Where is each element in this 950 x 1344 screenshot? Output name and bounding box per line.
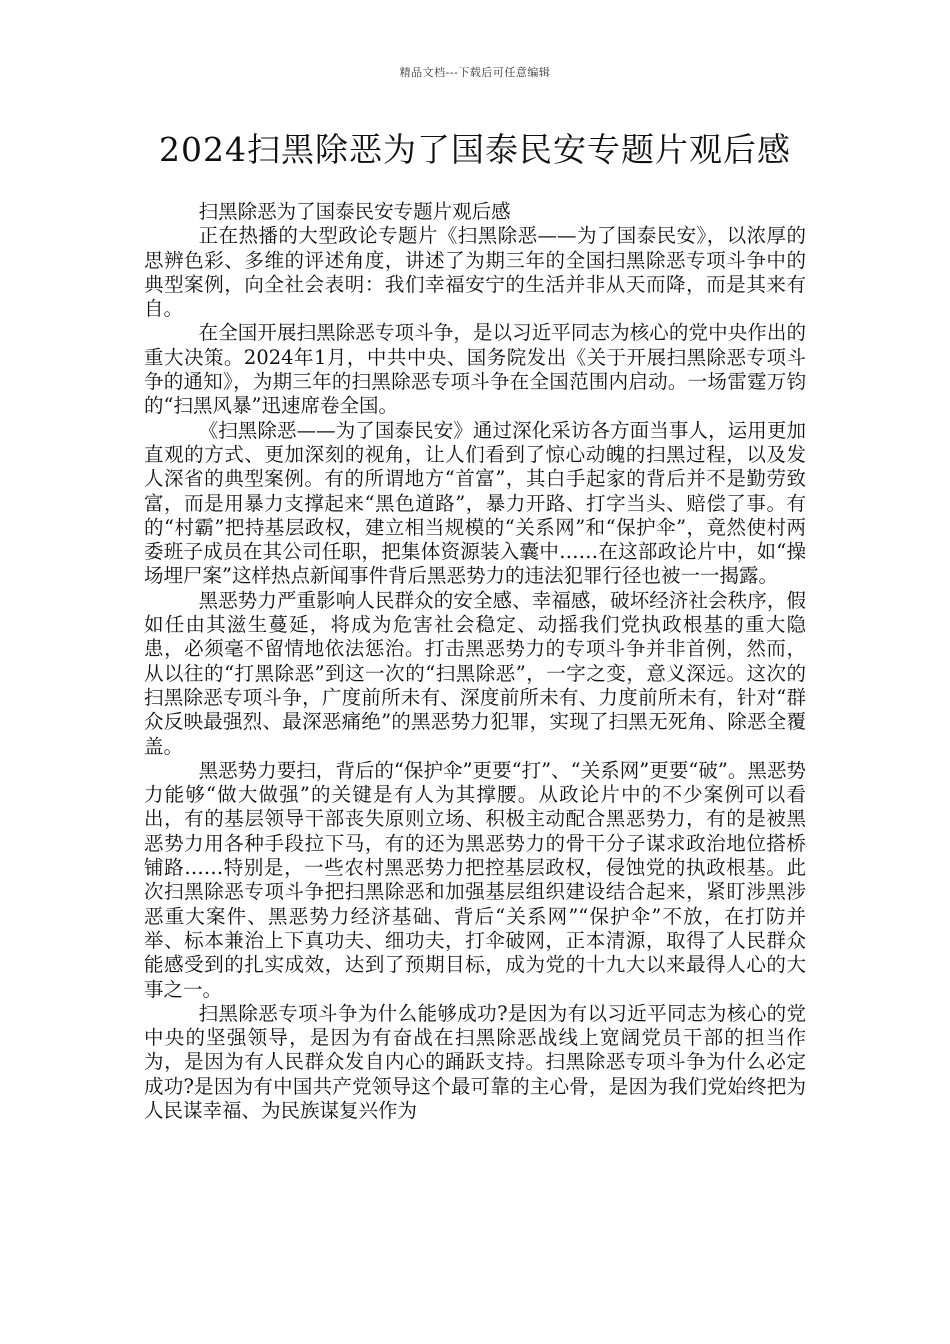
paragraph: 在全国开展扫黑除恶专项斗争，是以习近平同志为核心的党中央作出的重大决策。2024年1月，中共中央、国务院发出《关于开展扫黑除恶专项斗争的通知》，为期三年的扫黑除恶专项斗争在全国范围内启动。一场雷霆万钧的“扫黑风暴”迅速席卷全国。 <box>144 321 806 418</box>
document-title: 2024扫黑除恶为了国泰民安专题片观后感 <box>159 130 791 169</box>
page-header: 精品文档---下载后可任意编辑 <box>399 66 551 79</box>
paragraph: 黑恶势力要扫，背后的“保护伞”更要“打”、“关系网”更要“破”。黑恶势力能够“做大做强”的关键是有人为其撑腰。从政论片中的不少案例可以看出，有的基层领导干部丧失原则立场、积极主动配合黑恶势力，有的是被黑恶势力用各种手段拉下马，有的还为黑恶势力的骨干分子谋求政治地位搭桥铺路……特别是，一些农村黑恶势力把控基层政权，侵蚀党的执政根基。此次扫黑除恶专项斗争把扫黑除恶和加强基层组织建设结合起来，紧盯涉黑涉恶重大案件、黑恶势力经济基础、背后“关系网”“保护伞”不放，在打防并举、标本兼治上下真功夫、细功夫，打伞破网，正本清源，取得了人民群众能感受到的扎实成效，达到了预期目标，成为党的十九大以来最得人心的大事之一。 <box>144 758 806 1001</box>
paragraph: 扫黑除恶专项斗争为什么能够成功?是因为有以习近平同志为核心的党中央的坚强领导，是因为有奋战在扫黑除恶战线上宽阔党员干部的担当作为，是因为有人民群众发自内心的踊跃支持。扫黑除恶专项斗争为什么必定成功?是因为有中国共产党领导这个最可靠的主心骨，是因为我们党始终把为人民谋幸福、为民族谋复兴作为 <box>144 1001 806 1122</box>
paragraph: 正在热播的大型政论专题片《扫黑除恶——为了国泰民安》，以浓厚的思辨色彩、多维的评述角度，讲述了为期三年的全国扫黑除恶专项斗争中的典型案例，向全社会表明：我们幸福安宁的生活并非从天而降，而是其来有自。 <box>144 224 806 321</box>
paragraph: 黑恶势力严重影响人民群众的安全感、幸福感，破坏经济社会秩序，假如任由其滋生蔓延，将成为危害社会稳定、动摇我们党执政根基的重大隐患，必须毫不留情地依法惩治。打击黑恶势力的专项斗争并非首例，然而，从以往的“打黑除恶”到这一次的“扫黑除恶”，一字之变，意义深远。这次的扫黑除恶专项斗争，广度前所未有、深度前所未有、力度前所未有，针对“群众反映最强烈、最深恶痛绝”的黑恶势力犯罪，实现了扫黑无死角、除恶全覆盖。 <box>144 588 806 758</box>
document-body <box>144 200 806 1123</box>
paragraph: 《扫黑除恶——为了国泰民安》通过深化采访各方面当事人，运用更加直观的方式、更加深刻的视角，让人们看到了惊心动魄的扫黑过程，以及发人深省的典型案例。有的所谓地方“首富”，其白手起家的背后并不是勤劳致富，而是用暴力支撑起来“黑色道路”，暴力开路、打字当头、赔偿了事。有的“村霸”把持基层政权，建立相当规模的“关系网”和“保护伞”，竟然使村两委班子成员在其公司任职，把集体资源装入囊中……在这部政论片中，如“操场埋尸案”这样热点新闻事件背后黑恶势力的违法犯罪行径也被一一揭露。 <box>144 418 806 588</box>
paragraph-subtitle: 扫黑除恶为了国泰民安专题片观后感 <box>198 200 511 223</box>
